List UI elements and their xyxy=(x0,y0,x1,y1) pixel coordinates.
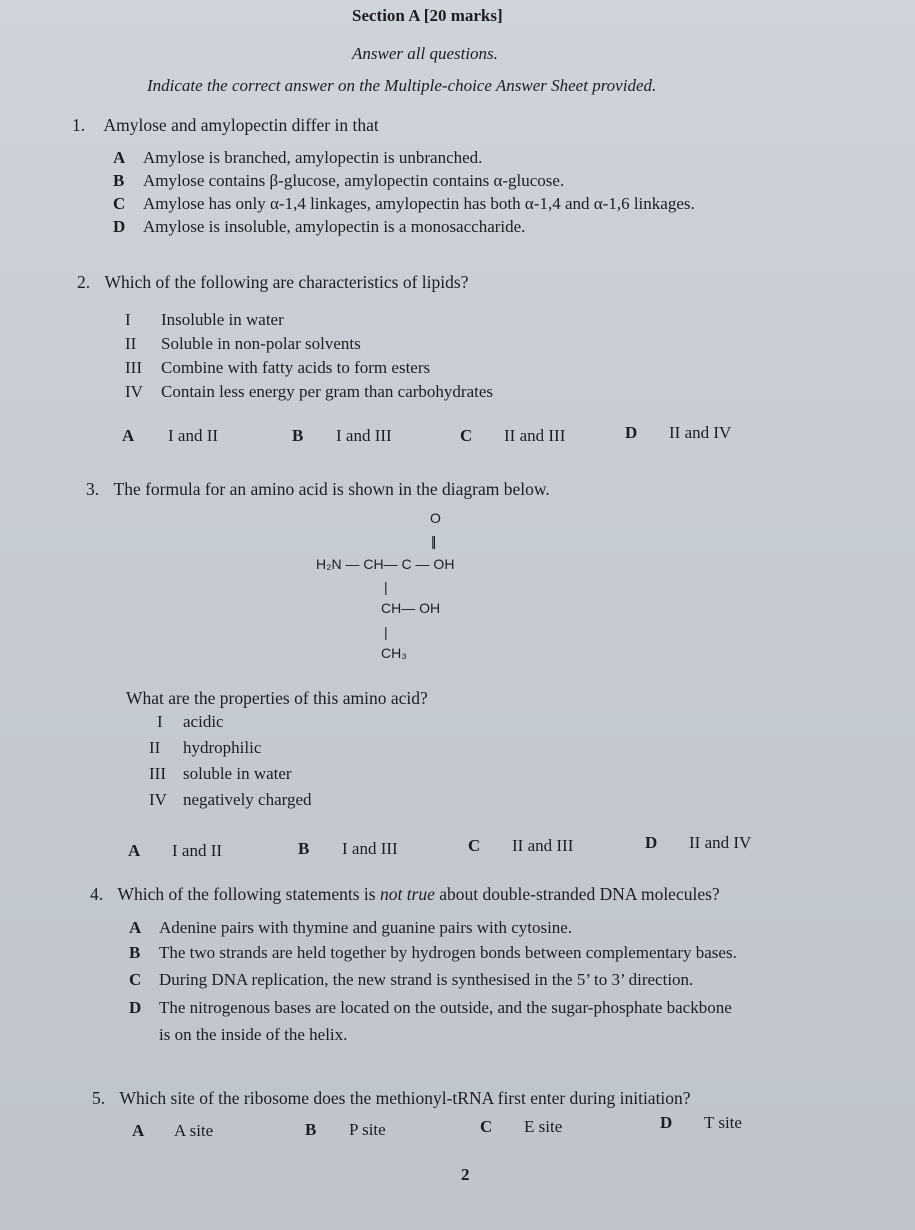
option-letter: B xyxy=(129,943,141,962)
choice-letter: A xyxy=(128,841,141,860)
choice-text: I and II xyxy=(172,841,223,860)
q1-option-b xyxy=(113,171,564,191)
q4-option-a xyxy=(129,918,572,938)
question-text-start: Which of the following statements is xyxy=(117,884,380,904)
option-letter: D xyxy=(129,998,142,1017)
question-number: 5. xyxy=(92,1088,106,1108)
option-letter: C xyxy=(129,970,142,989)
choice-letter: C xyxy=(460,426,473,445)
choice-letter: B xyxy=(305,1120,317,1139)
option-text: Amylose contains β-glucose, amylopectin contains α-glucose. xyxy=(143,171,565,190)
choice-text: II and III xyxy=(512,836,574,855)
q2-statement-4 xyxy=(125,382,493,402)
section-title: Section A [20 marks] xyxy=(352,6,503,25)
choice-text: A site xyxy=(174,1121,214,1140)
choice-letter: D xyxy=(660,1113,673,1132)
option-text: The two strands are held together by hydrogen bonds between complementary bases. xyxy=(159,943,737,962)
q3-statement-4 xyxy=(149,790,312,810)
q3-statement-3 xyxy=(149,764,292,784)
formula-bond-1: | xyxy=(384,579,388,595)
q3-statement-2 xyxy=(149,738,261,758)
formula-double-bond: || xyxy=(431,533,435,549)
q2-choice-d xyxy=(625,423,731,443)
q4-option-d-continued: is on the inside of the helix. xyxy=(159,1025,348,1044)
q4-option-c xyxy=(129,970,693,990)
option-text: Adenine pairs with thymine and guanine pairs with cytosine. xyxy=(159,918,573,937)
option-text: The nitrogenous bases are located on the outside, and the sugar-phosphate backbone xyxy=(159,998,732,1017)
question-number: 2. xyxy=(77,272,91,292)
question-4 xyxy=(90,884,720,905)
choice-text: T site xyxy=(704,1113,742,1132)
question-5 xyxy=(92,1088,691,1109)
question-text: Amylose and amylopectin differ in that xyxy=(103,115,379,135)
statement-text: soluble in water xyxy=(183,764,292,783)
choice-letter: D xyxy=(645,833,658,852)
q1-option-d xyxy=(113,217,525,237)
choice-letter: C xyxy=(480,1117,493,1136)
q3-choice-a xyxy=(128,841,222,861)
q3-subquestion: What are the properties of this amino acid? xyxy=(126,688,428,708)
statement-text: hydrophilic xyxy=(183,738,262,757)
roman-numeral: II xyxy=(125,334,137,353)
instruction-answer-all: Answer all questions. xyxy=(352,44,498,63)
roman-numeral: I xyxy=(125,310,131,329)
roman-numeral: II xyxy=(149,738,161,757)
question-number: 1. xyxy=(72,115,86,135)
q2-choice-c xyxy=(460,426,565,446)
option-letter: A xyxy=(113,148,126,167)
choice-letter: B xyxy=(292,426,304,445)
option-letter: D xyxy=(113,217,126,236)
q3-choice-c xyxy=(468,836,573,856)
question-number: 3. xyxy=(86,479,100,499)
choice-letter: D xyxy=(625,423,638,442)
q5-choice-b xyxy=(305,1120,386,1140)
question-text: Which of the following are characteristics of lipids? xyxy=(104,272,469,292)
choice-text: E site xyxy=(524,1117,563,1136)
question-text-end: about double-stranded DNA molecules? xyxy=(434,884,720,904)
statement-text: Insoluble in water xyxy=(161,310,284,329)
option-letter: C xyxy=(113,194,126,213)
choice-text: I and II xyxy=(168,426,219,445)
q1-option-c xyxy=(113,194,695,214)
q2-statement-1 xyxy=(125,310,284,330)
q3-statement-1 xyxy=(157,712,224,732)
option-text: During DNA replication, the new strand is synthesised in the 5’ to 3’ direction. xyxy=(159,970,694,989)
question-text: The formula for an amino acid is shown in the diagram below. xyxy=(113,479,550,499)
roman-numeral: III xyxy=(149,764,166,783)
choice-letter: C xyxy=(468,836,481,855)
option-letter: A xyxy=(129,918,142,937)
statement-text: Contain less energy per gram than carbohydrates xyxy=(161,382,494,401)
choice-text: P site xyxy=(349,1120,386,1139)
choice-letter: A xyxy=(122,426,135,445)
page-number: 2 xyxy=(461,1165,470,1184)
statement-text: Soluble in non-polar solvents xyxy=(161,334,361,353)
option-text: Amylose has only α-1,4 linkages, amylopectin has both α-1,4 and α-1,6 linkages. xyxy=(143,194,695,213)
q3-choice-b xyxy=(298,839,398,859)
q5-choice-c xyxy=(480,1117,562,1137)
option-text: Amylose is branched, amylopectin is unbranched. xyxy=(143,148,483,167)
option-text: Amylose is insoluble, amylopectin is a monosaccharide. xyxy=(143,217,526,236)
q2-choice-a xyxy=(122,426,218,446)
choice-text: I and III xyxy=(336,426,392,445)
roman-numeral: I xyxy=(157,712,163,731)
question-text: Which site of the ribosome does the methionyl-tRNA first enter during initiation? xyxy=(119,1088,691,1108)
statement-text: Combine with fatty acids to form esters xyxy=(161,358,431,377)
choice-letter: B xyxy=(298,839,310,858)
instruction-answer-sheet: Indicate the correct answer on the Multiple-choice Answer Sheet provided. xyxy=(147,76,657,95)
q5-choice-d xyxy=(660,1113,742,1133)
q3-choice-d xyxy=(645,833,751,853)
q2-statement-3 xyxy=(125,358,430,378)
formula-oxygen: O xyxy=(430,510,441,526)
choice-text: II and IV xyxy=(669,423,732,442)
question-1 xyxy=(72,115,379,136)
q1-option-a xyxy=(113,148,482,168)
choice-text: II and IV xyxy=(689,833,752,852)
q2-choice-b xyxy=(292,426,392,446)
q4-option-b xyxy=(129,943,737,963)
option-letter: B xyxy=(113,171,125,190)
q2-statement-2 xyxy=(125,334,361,354)
statement-text: negatively charged xyxy=(183,790,312,809)
question-number: 4. xyxy=(90,884,104,904)
formula-side-chain-1: CH— OH xyxy=(381,600,441,616)
question-2 xyxy=(77,272,468,293)
formula-side-chain-2: CH₃ xyxy=(381,645,407,661)
choice-text: II and III xyxy=(504,426,566,445)
q5-choice-a xyxy=(132,1121,213,1141)
question-3 xyxy=(86,479,550,500)
statement-text: acidic xyxy=(183,712,224,731)
formula-main-chain: H₂N — CH— C — OH xyxy=(316,556,455,572)
choice-letter: A xyxy=(132,1121,145,1140)
q4-option-d xyxy=(129,998,732,1018)
roman-numeral: III xyxy=(125,358,142,377)
formula-bond-2: | xyxy=(384,624,388,640)
question-text-emphasis: not true xyxy=(379,884,435,904)
roman-numeral: IV xyxy=(125,382,143,401)
choice-text: I and III xyxy=(342,839,398,858)
roman-numeral: IV xyxy=(149,790,167,809)
